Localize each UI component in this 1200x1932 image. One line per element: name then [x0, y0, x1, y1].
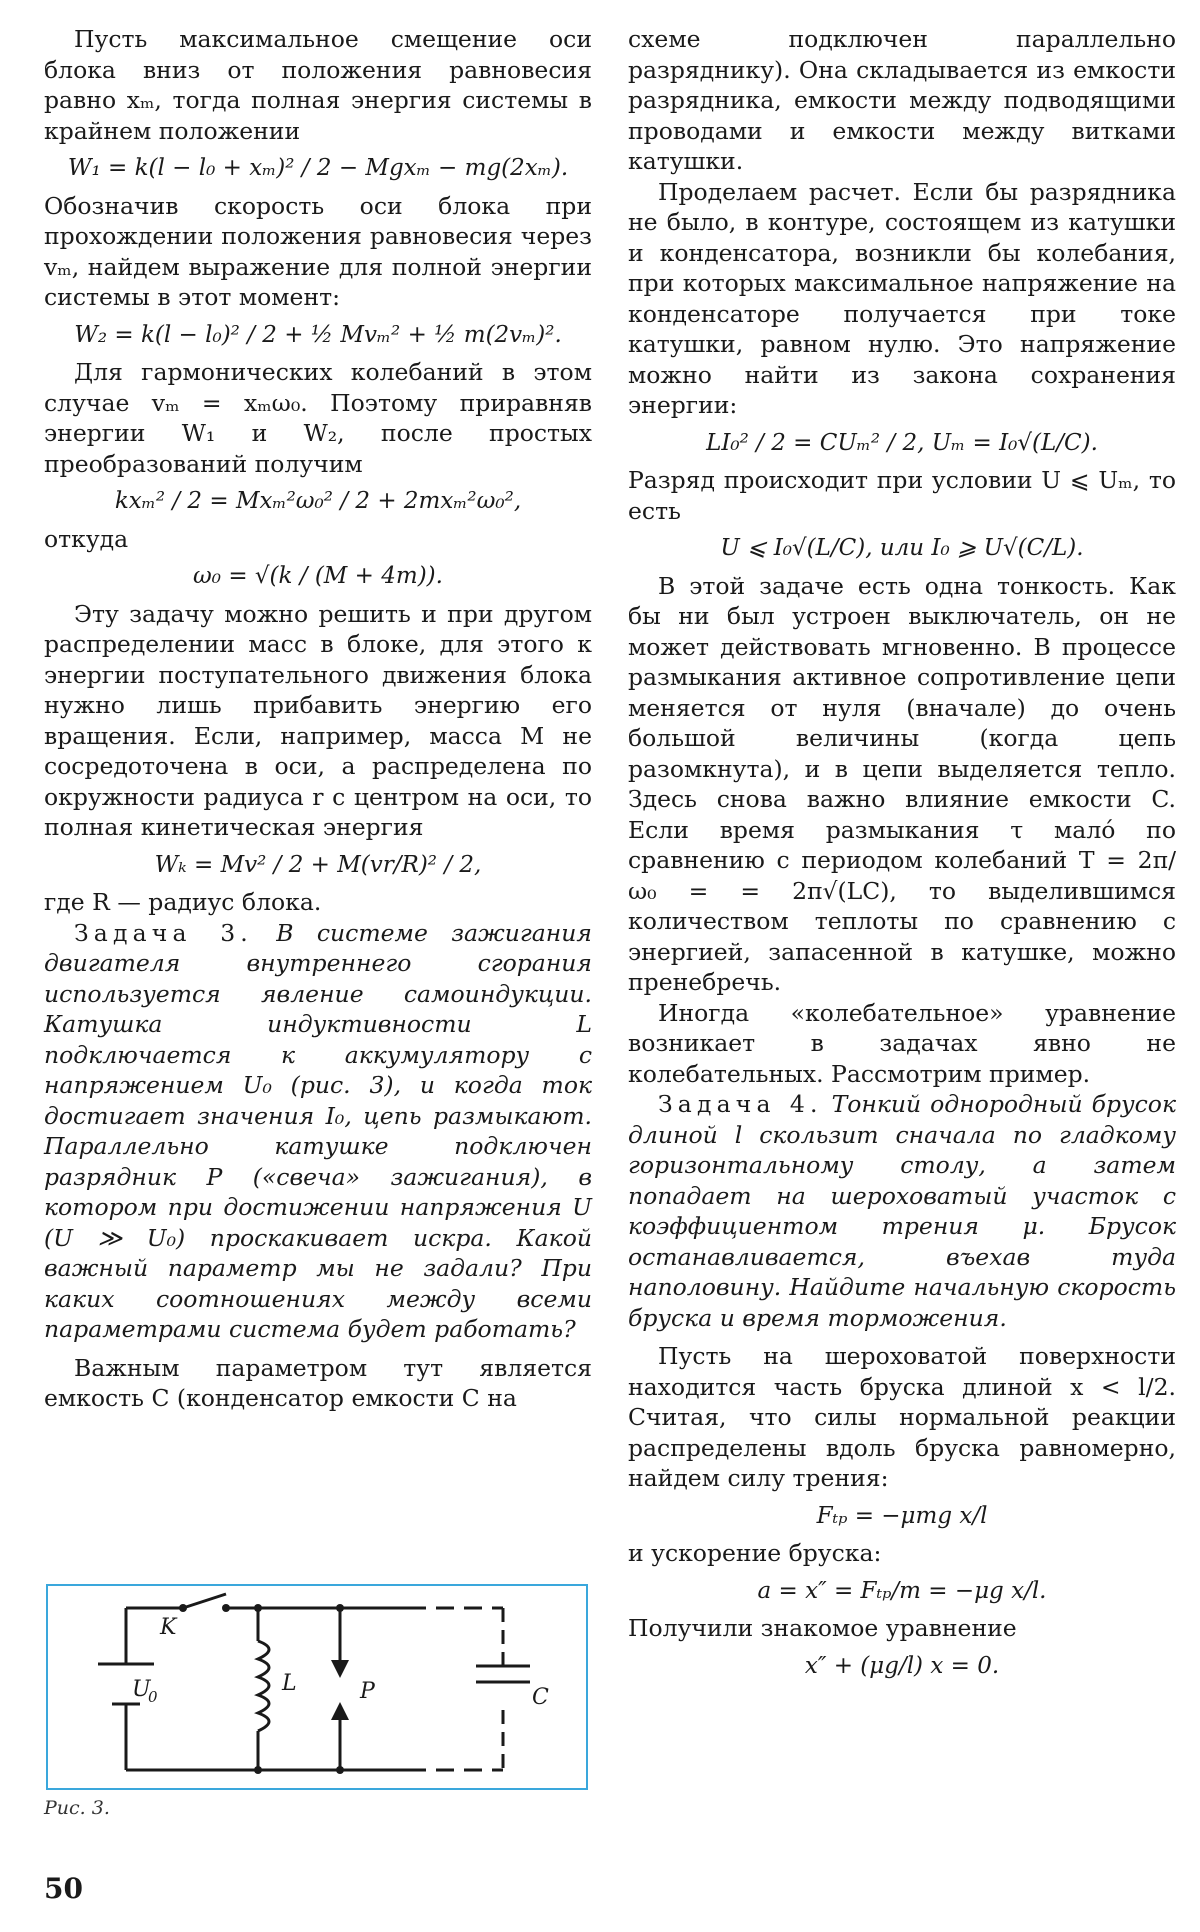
- equation-energy-balance: kxₘ² / 2 = Mxₘ²ω₀² / 2 + 2mxₘ²ω₀²,: [114, 488, 522, 514]
- right-column: [628, 24, 1176, 1688]
- paragraph: Для гармонических колебаний в этом случае vₘ = xₘω₀. Поэтому приравняв энергии W₁ и W₂, после простых преобразований получим: [44, 358, 592, 478]
- task-4: [628, 1089, 1176, 1333]
- task-3-text: В системе зажигания двигателя внутреннего сгорания используется явление самоиндукции. Катушка индуктивности L подключается к аккумулятору с напряжением U₀ (рис. 3), и когда ток достигает значения I₀, цепь размыкают. Параллельно катушке подключен разрядник P («свеча» зажигания), в котором при достижении напряжения U (U ≫ U₀) проскакивает искра. Какой важный параметр мы не задали? При каких соотношениях между всеми параметрами система будет работать?: [44, 918, 592, 1343]
- equation-w1: W₁ = k(l − l₀ + xₘ)² / 2 − Mgxₘ − mg(2xₘ).: [67, 155, 569, 181]
- paragraph: Получили знакомое уравнение: [628, 1614, 1017, 1642]
- label-k: K: [160, 1615, 177, 1640]
- paragraph: и ускорение бруска:: [628, 1539, 882, 1567]
- paragraph: Пусть максимальное смещение оси блока вниз от положения равновесия равно xₘ, тогда полная энергия системы в крайнем положении: [44, 25, 592, 145]
- label-p: P: [360, 1679, 375, 1704]
- paragraph: Проделаем расчет. Если бы разрядника не было, в контуре, состоящем из катушки и конденсатора, возникли бы колебания, при которых максимальное напряжение на конденсаторе получается при токе катушки, равном нулю. Это напряжение можно найти из закона сохранения энергии:: [628, 177, 1176, 419]
- paragraph: Важным параметром тут является емкость C (конденсатор емкости C на: [44, 1353, 592, 1412]
- figure-3-circuit: [46, 1584, 588, 1790]
- label-l: L: [282, 1671, 297, 1696]
- equation-acceleration: a = x″ = Fₜₚ/m = −μg x/l.: [757, 1577, 1047, 1604]
- left-column: [44, 24, 592, 1414]
- task-4-label: Задача 4.: [658, 1090, 823, 1118]
- equation-condition: U ⩽ I₀√(L/C), или I₀ ⩾ U√(C/L).: [720, 535, 1084, 561]
- equation-friction: Fₜₚ = −μmg x/l: [816, 1502, 988, 1529]
- label-u0: U: [132, 1677, 151, 1702]
- paragraph: схеме подключен параллельно разряднику). Она складывается из емкости разрядника, емкости между подводящими проводами и емкости между витками катушки.: [628, 25, 1176, 175]
- task-3: [44, 918, 592, 1345]
- paragraph: откуда: [44, 524, 129, 553]
- circuit-diagram: [48, 1586, 585, 1787]
- equation-energy: LI₀² / 2 = CUₘ² / 2, Uₘ = I₀√(L/C).: [706, 429, 1098, 456]
- equation-w2: W₂ = k(l − l₀)² / 2 + ½ Mvₘ² + ½ m(2vₘ)².: [74, 321, 562, 348]
- equation-omega: ω₀ = √(k / (M + 4m)).: [193, 563, 443, 589]
- task-3-label: Задача 3.: [74, 918, 253, 947]
- paragraph: Эту задачу можно решить и при другом распределении масс в блоке, для этого к энергии поступательного движения блока нужно лишь прибавить энергию его вращения. Если, например, масса M не сосредоточена в оси, а распределена по окружности радиуса r с центром на оси, то полная кинетическая энергия: [44, 599, 592, 841]
- figure-caption: Рис. 3.: [44, 1797, 110, 1819]
- equation-final: x″ + (μg/l) x = 0.: [804, 1652, 1000, 1679]
- label-c: C: [532, 1685, 549, 1710]
- paragraph: В этой задаче есть одна тонкость. Как бы ни был устроен выключатель, он не может действовать мгновенно. В процессе размыкания активное сопротивление цепи меняется от нуля (вначале) до очень большой величины (когда цепь разомкнута), и в цепи выделяется тепло. Здесь снова важно влияние емкости C. Если время размыкания τ мало́ по сравнению с периодом колебаний T = 2π/ω₀ = = 2π√(LC), то выделившимся количеством теплоты по сравнению с энергией, запасенной в катушке, можно пренебречь.: [628, 571, 1176, 996]
- paragraph: Разряд происходит при условии U ⩽ Uₘ, то есть: [628, 466, 1176, 525]
- paragraph: где R — радиус блока.: [44, 888, 322, 916]
- equation-kinetic-energy: Wₖ = Mv² / 2 + M(vr/R)² / 2,: [154, 851, 482, 878]
- paragraph: Пусть на шероховатой поверхности находится часть бруска длиной x < l/2. Считая, что силы нормальной реакции распределены вдоль бруска равномерно, найдем силу трения:: [628, 1342, 1176, 1492]
- task-4-text: Тонкий однородный брусок длиной l скользит сначала по гладкому горизонтальному столу, а затем попадает на шероховатый участок с коэффициентом трения μ. Брусок останавливается, въехав туда наполовину. Найдите начальную скорость бруска и время торможения.: [628, 1090, 1176, 1332]
- paragraph: Иногда «колебательное» уравнение возникает в задачах явно не колебательных. Рассмотрим пример.: [628, 998, 1176, 1088]
- paragraph: Обозначив скорость оси блока при прохождении положения равновесия через vₘ, найдем выражение для полной энергии системы в этот момент:: [44, 191, 592, 311]
- page-number: 50: [44, 1872, 83, 1905]
- label-u0-subscript: 0: [148, 1688, 158, 1706]
